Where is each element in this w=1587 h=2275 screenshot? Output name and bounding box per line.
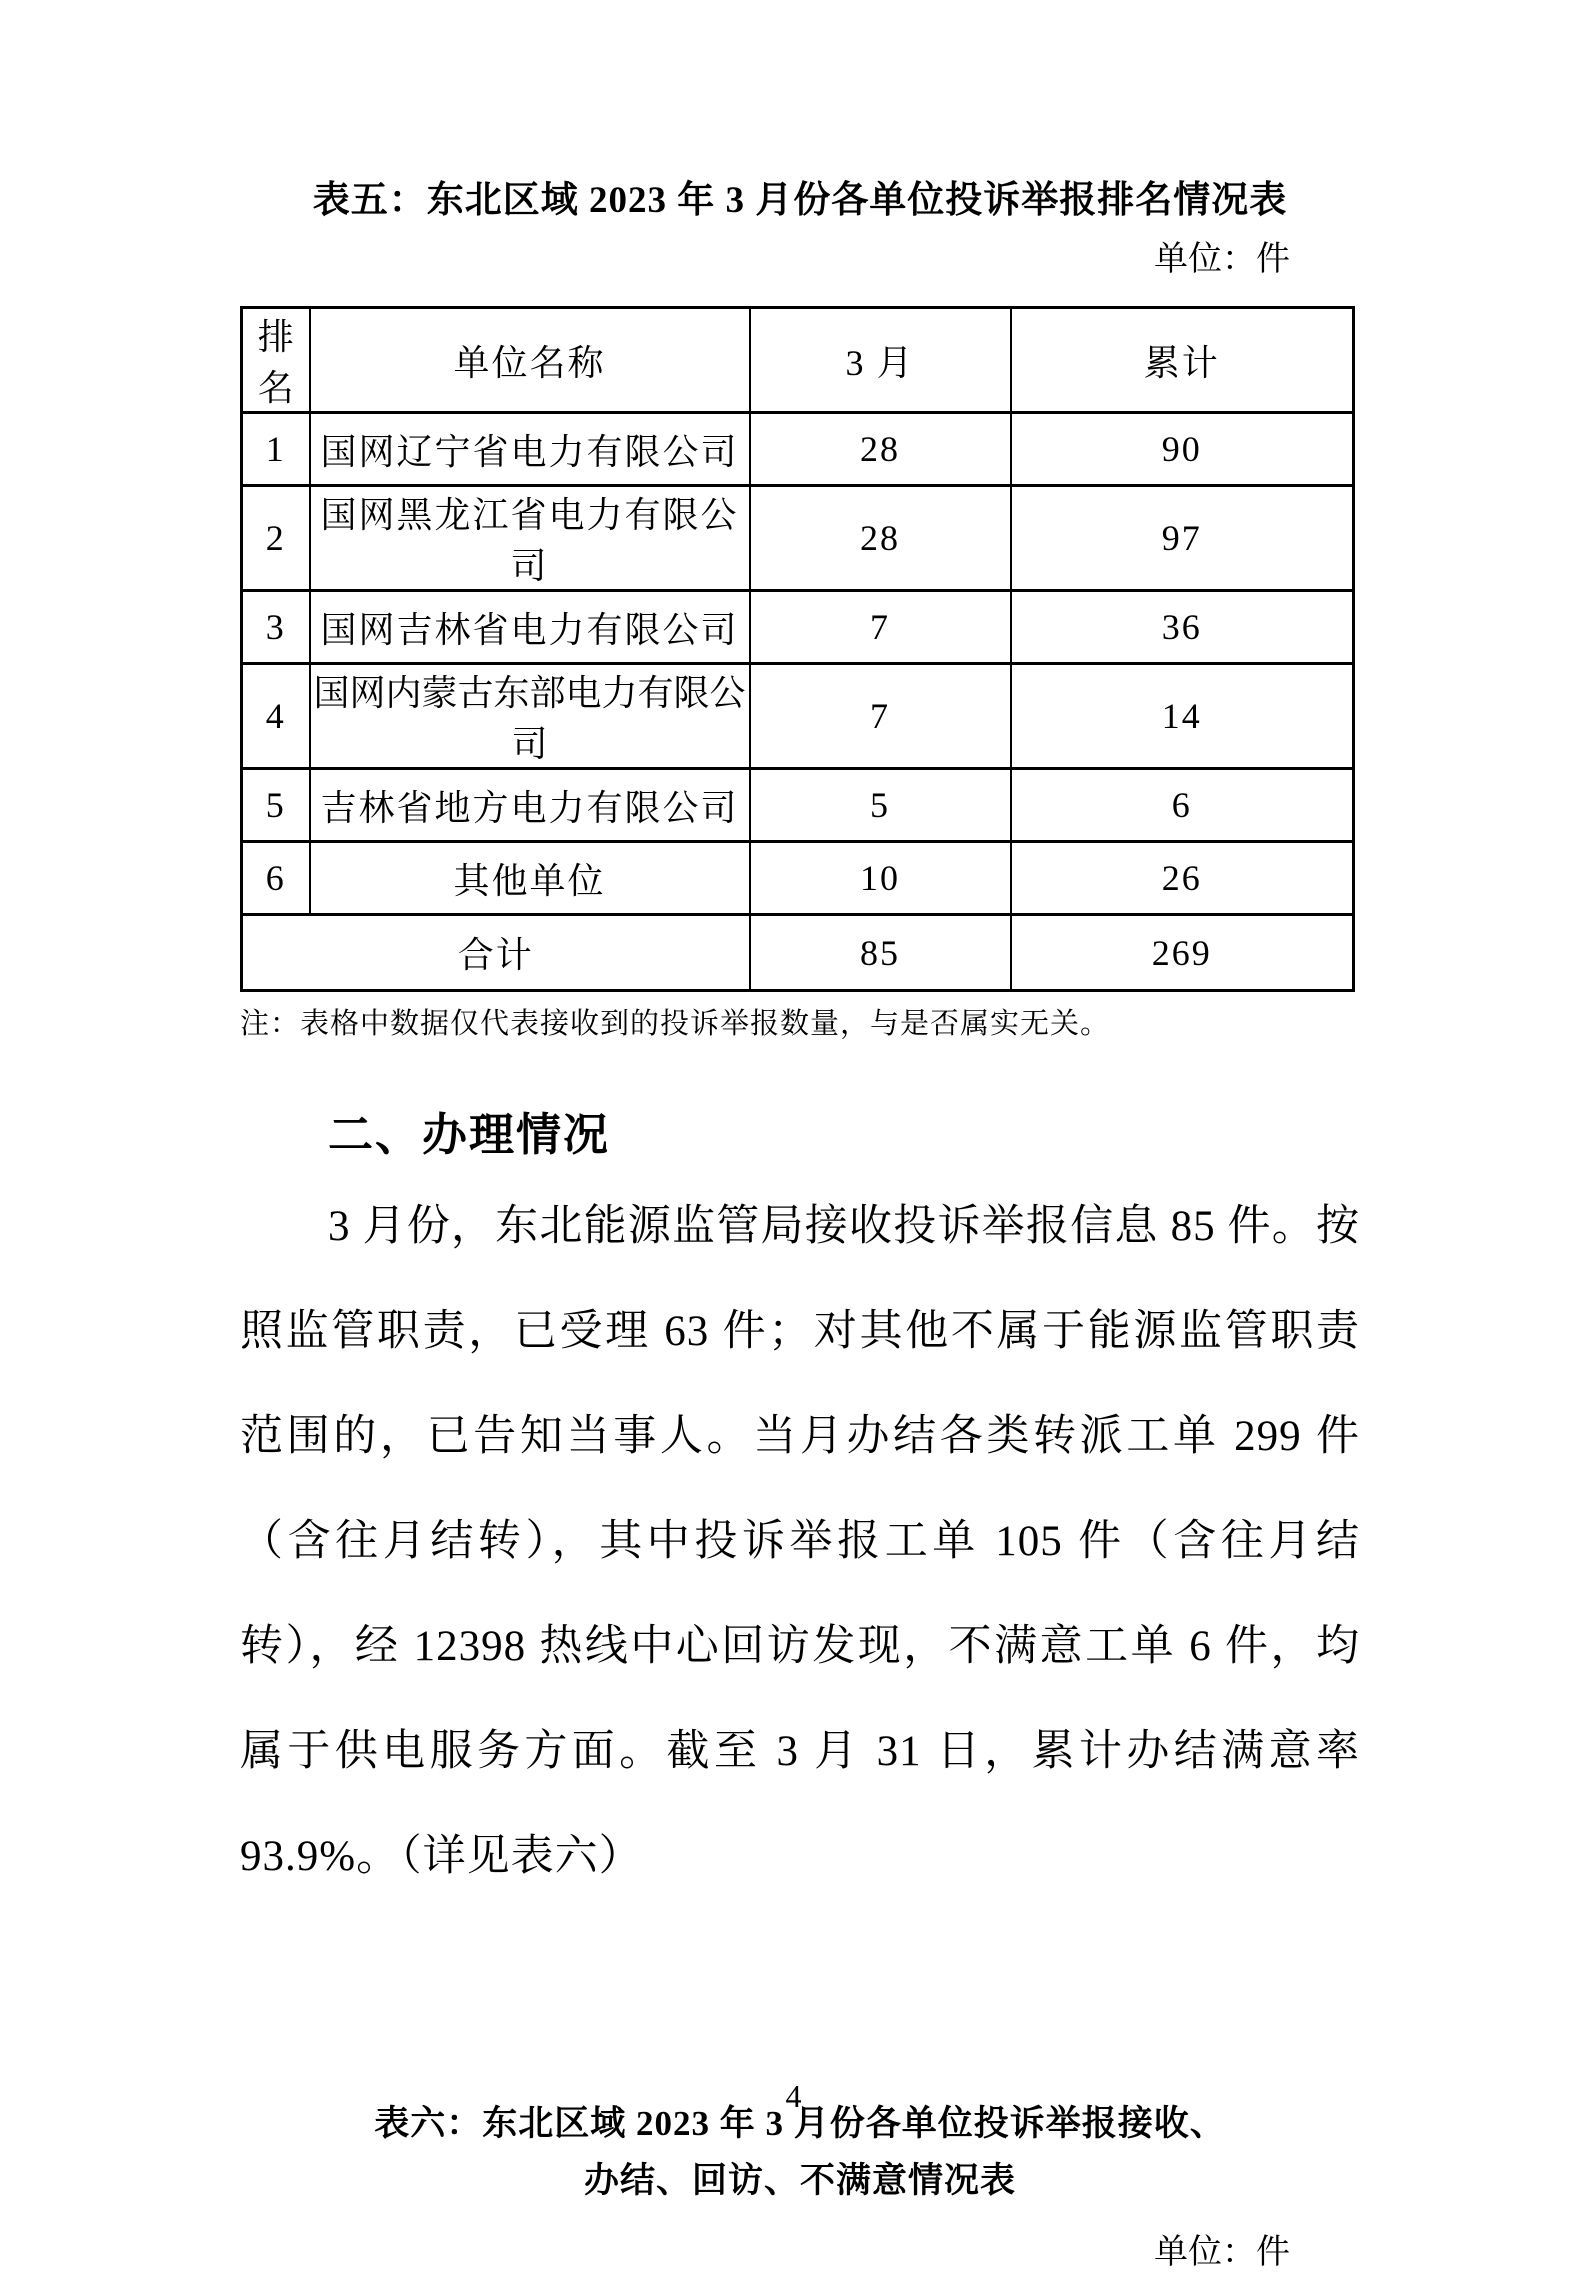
- cell-cumulative: 14: [1011, 664, 1354, 769]
- table5-title: 表五：东北区域 2023 年 3 月份各单位投诉举报排名情况表: [312, 180, 1288, 221]
- cell-march: 10: [750, 842, 1011, 915]
- header-march: 3 月: [750, 308, 1011, 413]
- cell-unit-name: 吉林省地方电力有限公司: [310, 769, 750, 842]
- table6-title-line2: 办结、回访、不满意情况表: [583, 2161, 1016, 2200]
- cell-rank: 4: [242, 664, 310, 769]
- cell-cumulative: 6: [1011, 769, 1354, 842]
- table-row: [242, 591, 1354, 664]
- cell-unit-name: 国网黑龙江省电力有限公司: [310, 486, 750, 591]
- table5-note: 注：表格中数据仅代表接收到的投诉举报数量，与是否属实无关。: [240, 1008, 1111, 1040]
- page-content: [240, 0, 1360, 2275]
- table-row: [242, 413, 1354, 486]
- cell-cumulative: 90: [1011, 413, 1354, 486]
- cell-march: 7: [750, 664, 1011, 769]
- section-heading: 二、办理情况: [328, 1109, 611, 1160]
- complaint-ranking-table: [240, 306, 1355, 992]
- cell-rank: 2: [242, 486, 310, 591]
- header-cumulative: 累计: [1011, 308, 1354, 413]
- cell-unit-name: 其他单位: [310, 842, 750, 915]
- cell-unit-name: 国网辽宁省电力有限公司: [310, 413, 750, 486]
- cell-unit-name: 国网吉林省电力有限公司: [310, 591, 750, 664]
- table6-unit-label: 单位：件: [1154, 2234, 1290, 2271]
- cell-rank: 5: [242, 769, 310, 842]
- table6-title-line1: 表六：东北区域 2023 年 3 月份各单位投诉举报接收、: [374, 2104, 1226, 2143]
- cell-cumulative: 97: [1011, 486, 1354, 591]
- table5-unit-label: 单位：件: [1154, 241, 1290, 278]
- table-total-row: [242, 915, 1354, 991]
- cell-march: 28: [750, 413, 1011, 486]
- cell-cumulative: 26: [1011, 842, 1354, 915]
- cell-rank: 6: [242, 842, 310, 915]
- cell-march: 5: [750, 769, 1011, 842]
- table-row: [242, 842, 1354, 915]
- cell-march: 7: [750, 591, 1011, 664]
- cell-rank: 1: [242, 413, 310, 486]
- cell-total-cumulative: 269: [1011, 915, 1354, 991]
- table-row: [242, 486, 1354, 591]
- header-rank: 排名: [242, 308, 310, 413]
- cell-total-label: 合计: [242, 915, 750, 991]
- cell-cumulative: 36: [1011, 591, 1354, 664]
- header-unit-name: 单位名称: [310, 308, 750, 413]
- cell-total-march: 85: [750, 915, 1011, 991]
- cell-unit-name: 国网内蒙古东部电力有限公司: [310, 664, 750, 769]
- cell-march: 28: [750, 486, 1011, 591]
- page-number: 4: [785, 2078, 802, 2114]
- body-paragraph: 3 月份，东北能源监管局接收投诉举报信息 85 件。按照监管职责，已受理 63 件；对其他不属于能源监管职责范围的，已告知当事人。当月办结各类转派工单 299 件（含往月结转），其中投诉举报工单 105 件（含往月结转），经 12398 热线中心回访发现，不满意工单 6 件，均属于供电服务方面。截至 3 月 31 日，累计办结满意率 93.9%。（详见表六）: [240, 1203, 1360, 1880]
- cell-rank: 3: [242, 591, 310, 664]
- table-header-row: [242, 308, 1354, 413]
- table-row: [242, 769, 1354, 842]
- table-row: [242, 664, 1354, 769]
